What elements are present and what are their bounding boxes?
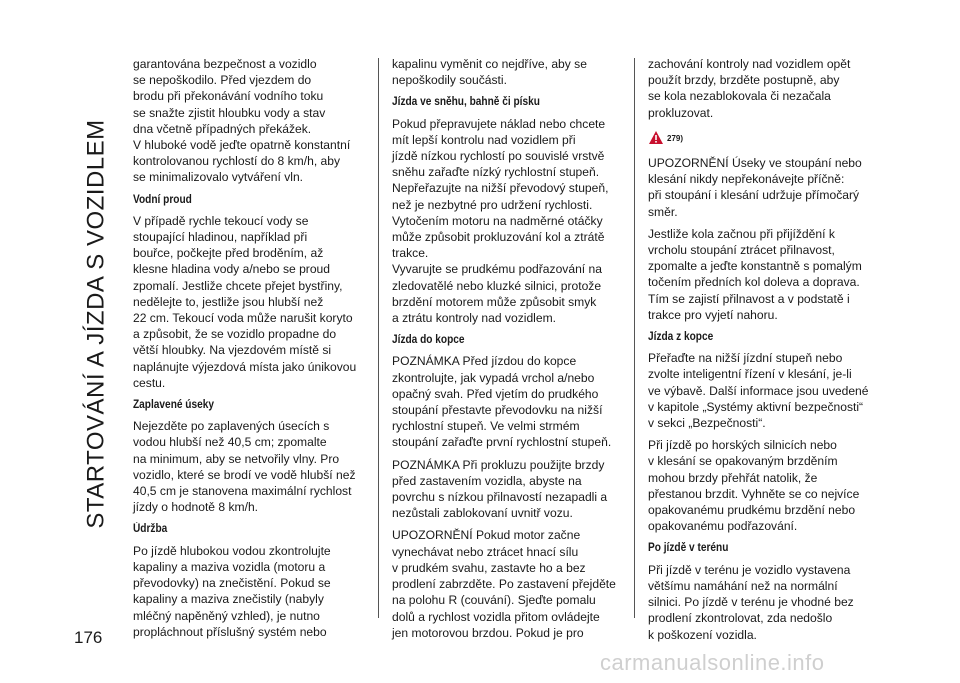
text-line: opakovanému podřazování. [648, 519, 798, 534]
paragraph [648, 562, 881, 643]
text-line: vynechávat nebo ztrácet hnací sílu [392, 544, 579, 559]
text-line: povrchu s nízkou přilnavostí nezapadli a [392, 490, 608, 505]
text-line: dolů a rychlost vozidla přitom ovládejte [392, 609, 600, 624]
text-line: UPOZORNĚNÍ Úseky ve stoupání nebo [648, 156, 862, 171]
text-line: 40,5 cm je stanovena maximální rychlost [133, 484, 352, 499]
text-line: kapaliny a maziva znečistily (nabyly [133, 592, 324, 607]
text-line: Při jízdě v terénu je vozidlo vystavena [648, 562, 851, 577]
chapter-title-text: STARTOVÁNÍ A JÍZDA S VOZIDLEM [83, 119, 110, 529]
text-line: zpomalí. Jestliže chcete přejet bystřiny, [133, 278, 343, 293]
text-line: POZNÁMKA Před jízdou do kopce [392, 354, 577, 369]
note-paragraph [392, 457, 625, 522]
text-line: vozidlo, které se brodí ve vodě hlubší než [133, 467, 356, 482]
warning-reference [648, 129, 881, 147]
warning-ref-number: 279) [667, 133, 684, 143]
text-line: kapalinu vyměnit co nejdříve, aby se [392, 57, 587, 71]
text-line: před zastavením vozidla, abyste na [392, 473, 582, 488]
paragraph [392, 116, 625, 262]
text-line: mohou brzdy přehřát natolik, že [648, 470, 818, 485]
text-line: vodou hlubší než 40,5 cm; zpomalte [133, 435, 327, 450]
text-line: bouřce, počkejte před broděním, až [133, 246, 324, 261]
watermark: carmanualsonline.info [600, 650, 825, 675]
text-line: směr. [648, 204, 678, 219]
paragraph [392, 56, 625, 88]
paragraph [133, 213, 366, 391]
paragraph [392, 261, 625, 326]
text-line: klesne hladina vody a/nebo se proud [133, 262, 331, 277]
text-line: v klesání se opakovaným brzděním [648, 454, 838, 469]
text-line: Tím se zajistí přilnavost a v podstatě i [648, 291, 850, 306]
column-divider [378, 58, 379, 618]
text-line: kapaliny a maziva vozidla (motoru a [133, 559, 326, 574]
text-line: dna včetně případných překážek. [133, 121, 312, 136]
text-line: většímu namáhání než na normální [648, 578, 838, 593]
text-line: Nejezděte po zaplavených úsecích s [133, 419, 330, 434]
section-heading: Zaplavené úseky [133, 399, 215, 412]
text-line: jízdě nízkou rychlostí po souvislé vrstvě [392, 149, 605, 164]
text-line: brodu při překonávání vodního toku [133, 89, 324, 104]
text-line: zpomalte a jeďte konstantně s pomalým [648, 259, 862, 274]
text-line: může způsobit prokluzování kol a ztrátě [392, 230, 605, 245]
text-line: přestanou brzdit. Vyhněte se co nejvíce [648, 486, 860, 501]
warning-paragraph [392, 527, 625, 640]
text-line: Pokud přepravujete náklad nebo chcete [392, 116, 606, 131]
text-line: točením předních kol doleva a doprava. [648, 275, 860, 290]
text-line: zkontrolujte, jak vypadá vrchol a/nebo [392, 370, 595, 385]
text-line: nedělejte to, jestliže jsou hlubší než [133, 294, 324, 309]
text-line: na minimum, aby se netvořily vlny. Pro [133, 451, 340, 466]
text-line: V hluboké vodě jeďte opatrně konstantní [133, 138, 351, 153]
text-line: POZNÁMKA Při prokluzu použijte brzdy [392, 457, 605, 472]
text-line: Při jízdě po horských silnicích nebo [648, 438, 837, 453]
section-heading: Jízda z kopce [648, 331, 714, 344]
text-line: Po jízdě hlubokou vodou zkontrolujte [133, 543, 331, 558]
text-line: silnici. Po jízdě v terénu je vhodné bez [648, 595, 854, 610]
text-line: rychlostní stupeň. Ve velmi strmém [392, 419, 580, 434]
text-line: jen motorovou brzdou. Pokud je pro [392, 625, 584, 640]
text-line: propláchnout příslušný systém nebo [133, 624, 327, 639]
text-line: Jestliže kola začnou při přijíždění k [648, 226, 835, 241]
paragraph [133, 56, 366, 137]
text-line: Nepřeřazujte na nižší převodový stupeň, [392, 181, 609, 196]
text-line: na polohu R (couvání). Sjeďte pomalu [392, 593, 596, 608]
text-line: a způsobit, že se vozidlo propadne do [133, 327, 337, 342]
text-line: cestu. [133, 375, 166, 390]
text-line: opačný svah. Před vjetím do prudkého [392, 386, 599, 401]
paragraph [133, 137, 366, 186]
text-line: nepoškodily součásti. [392, 73, 507, 88]
text-line: vrcholu stoupání ztrácet přilnavost, [648, 243, 835, 258]
text-line: Přeřaďte na nižší jízdní stupeň nebo [648, 351, 843, 366]
text-line: k poškození vozidla. [648, 627, 757, 642]
text-line: UPOZORNĚNÍ Pokud motor začne [392, 528, 581, 543]
text-column-3 [648, 56, 881, 649]
text-line: V případě rychle tekoucí vody se [133, 213, 309, 228]
text-line: 22 cm. Tekoucí voda může narušit koryto [133, 311, 353, 326]
text-line: zachování kontroly nad vozidlem opět [648, 57, 851, 71]
text-line: a ztrátu kontroly nad vozidlem. [392, 311, 557, 326]
text-line: opakovanému prudkému brzdění nebo [648, 503, 856, 518]
text-line: větší hloubky. Na vjezdovém místě si [133, 343, 332, 358]
section-heading: Vodní proud [133, 193, 192, 206]
text-column-1 [133, 56, 366, 646]
text-line: brzdění motorem může způsobit smyk [392, 294, 597, 309]
text-column-2 [392, 56, 625, 647]
text-line: prodlení zabrzděte. Po zastavení přejděte [392, 577, 616, 592]
text-line: prokluzovat. [648, 105, 714, 120]
text-line: Vytočením motoru na nadměrné otáčky [392, 213, 603, 228]
text-line: trakce pro vyjetí nahoru. [648, 307, 778, 322]
paragraph [648, 350, 881, 431]
text-line: ve výbavě. Další informace jsou uvedené [648, 383, 869, 398]
text-line: garantována bezpečnost a vozidlo [133, 57, 317, 71]
text-line: prodlení zkontrolovat, zda nedošlo [648, 611, 833, 626]
text-line: Vyvarujte se prudkému podřazování na [392, 262, 602, 277]
column-divider [634, 58, 635, 618]
section-heading: Údržba [133, 523, 168, 536]
paragraph [133, 418, 366, 515]
text-line: klesání nikdy nepřekonávejte příčně: [648, 172, 845, 187]
text-line: v kapitole „Systémy aktivní bezpečnosti“ [648, 399, 864, 414]
text-line: se nepoškodilo. Před vjezdem do [133, 73, 312, 88]
paragraph [648, 56, 881, 121]
text-line: použít brzdy, brzděte postupně, aby [648, 73, 840, 88]
paragraph [133, 543, 366, 640]
text-line: stoupání přestavte převodovku na nižší [392, 403, 603, 418]
text-line: v sekci „Bezpečnosti“. [648, 416, 766, 431]
text-line: se minimalizovalo vytváření vln. [133, 170, 304, 185]
text-line: se snažte zjistit hloubku vody a stav [133, 105, 326, 120]
warning-triangle-icon [648, 130, 664, 145]
text-line: naplánujte výjezdová místa jako únikovou [133, 359, 357, 374]
text-line: mléčný napěněný vzhled), je nutno [133, 608, 320, 623]
chapter-side-title [84, 44, 110, 604]
paragraph [648, 437, 881, 534]
text-line: než je nezbytné pro udržení rychlosti. [392, 197, 593, 212]
text-line: trakce. [392, 246, 429, 261]
text-line: zvolte inteligentní řízení v klesání, je-li [648, 367, 852, 382]
text-line: jízdy o hodnotě 8 km/h. [133, 500, 259, 515]
text-line: mít lepší kontrolu nad vozidlem při [392, 132, 576, 147]
section-heading: Po jízdě v terénu [648, 542, 729, 555]
page-number: 176 [74, 628, 103, 647]
text-line: zledovatělé nebo kluzké silnici, protože [392, 278, 602, 293]
note-paragraph [392, 353, 625, 450]
text-line: sněhu zařaďte nízký rychlostní stupeň. [392, 165, 600, 180]
section-heading: Jízda ve sněhu, bahně či písku [392, 96, 540, 109]
text-line: v prudkém svahu, zastavte ho a bez [392, 560, 586, 575]
text-line: převodovky) na znečistění. Pokud se [133, 576, 331, 591]
text-line: kontrolovanou rychlostí do 8 km/h, aby [133, 154, 341, 169]
section-heading: Jízda do kopce [392, 334, 465, 347]
text-line: stoupající hladinou, například při [133, 230, 308, 245]
paragraph [648, 226, 881, 323]
text-line: nezůstali zablokovaní uvnitř vozu. [392, 506, 573, 521]
text-line: stoupání zařaďte první rychlostní stupeň. [392, 435, 612, 450]
warning-paragraph [648, 155, 881, 220]
text-line: při stoupání i klesání udržuje přímočarý [648, 188, 860, 203]
text-line: se kola nezablokovala či nezačala [648, 89, 831, 104]
